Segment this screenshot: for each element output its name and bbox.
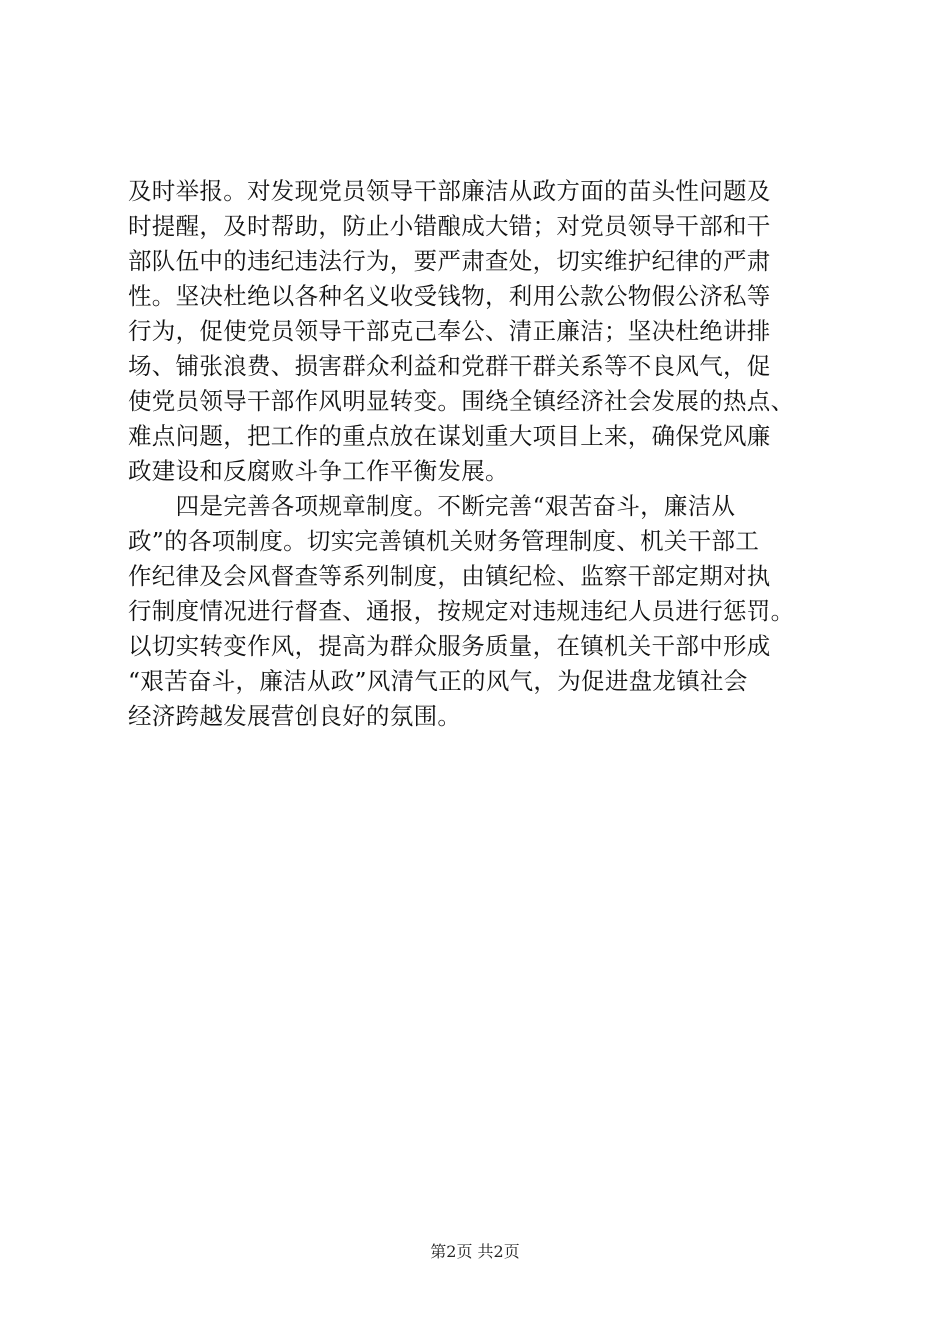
paragraph-start-line: 四是完善各项规章制度。不断完善“艰苦奋斗，廉洁从: [128, 492, 736, 520]
text-line: 行制度情况进行督查、通报，按规定对违规违纪人员进行惩罚。: [128, 597, 795, 625]
text-line: 政建设和反腐败斗争工作平衡发展。: [128, 457, 509, 485]
text-line: “艰苦奋斗，廉洁从政”风清气正的风气，为促进盘龙镇社会: [128, 667, 748, 695]
text-line: 时提醒，及时帮助，防止小错酿成大错；对党员领导干部和干: [128, 212, 771, 240]
text-line: 使党员领导干部作风明显转变。围绕全镇经济社会发展的热点、: [128, 387, 795, 415]
body-text: [128, 174, 848, 734]
text-line: 性。坚决杜绝以各种名义收受钱物，利用公款公物假公济私等: [128, 282, 771, 310]
text-line: 部队伍中的违纪违法行为，要严肃查处，切实维护纪律的严肃: [128, 247, 771, 275]
text-line: 场、铺张浪费、损害群众利益和党群干群关系等不良风气，促: [128, 352, 771, 380]
text-line: 以切实转变作风，提高为群众服务质量，在镇机关干部中形成: [128, 632, 771, 660]
page-number-footer: 第2页 共2页: [430, 1242, 520, 1261]
text-line: 及时举报。对发现党员领导干部廉洁从政方面的苗头性问题及: [128, 177, 771, 205]
text-line: 行为，促使党员领导干部克己奉公、清正廉洁；坚决杜绝讲排: [128, 317, 771, 345]
text-line: 政”的各项制度。切实完善镇机关财务管理制度、机关干部工: [128, 527, 760, 555]
text-line: 作纪律及会风督查等系列制度，由镇纪检、监察干部定期对执: [128, 562, 771, 590]
text-line: 难点问题，把工作的重点放在谋划重大项目上来，确保党风廉: [128, 422, 771, 450]
text-line: 经济跨越发展营创良好的氛围。: [128, 702, 462, 730]
